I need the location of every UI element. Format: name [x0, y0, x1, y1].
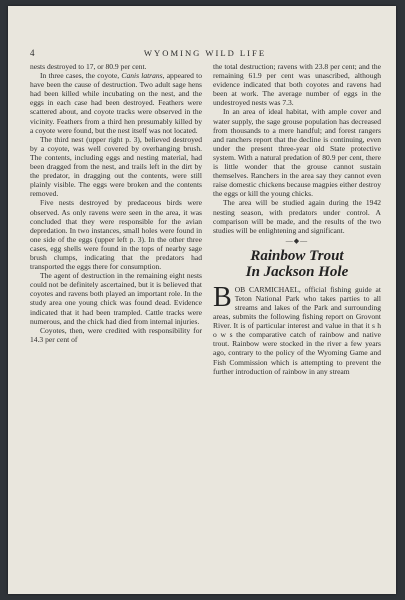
article-title: [213, 248, 381, 280]
paragraph: In three cases, the coyote, Canis latrans, appeared to have been the cause of destruction. Two adult sage hens had been killed while incubating on the nest, and the eggs in each case had been destroyed. Feathers were scattered about, and coyote tracks were observed in the vicinity. Feathers from a third hen presumably killed by a coyote were found, but the nest itself was not located.: [30, 71, 202, 135]
paragraph: Five nests destroyed by predaceous birds were observed. As only ravens were seen in the area, it was concluded that they were responsible for the avian depredation. In two instances, small holes were found in one side of the eggs (upper left p. 3). In the other three cases, egg shells were found in the tops of nearby sage brush clumps, indicating that the predators had transported the eggs there for consumption.: [30, 198, 202, 272]
magazine-page: [8, 6, 396, 594]
paragraph: the total destruction; ravens with 23.8 per cent; and the remaining 61.9 per cent was unascribed, although evidence indicated that both coyotes and ravens had been at work. The average number of eggs in the undestroyed nests was 7.3.: [213, 62, 381, 108]
paragraph: Coyotes, then, were credited with responsibility for 14.3 per cent of: [30, 325, 202, 344]
drop-cap: B: [213, 281, 232, 313]
section-ornament: —◆—: [285, 236, 309, 245]
running-head: [30, 48, 380, 60]
page-number: 4: [30, 48, 35, 58]
article-first-paragraph: [213, 281, 381, 376]
paragraph: In an area of ideal habitat, with ample cover and water supply, the sage grouse population has decreased from thousands to a mere handful; and forest rangers and ranchers report that the decline is continuing, even under the present three-year old State protective system. With a natural predation of 80.9 per cent, there is little wonder that the grouse cannot sustain themselves. Ranchers in the area say they cannot even raise domestic chickens because magpies either destroy the eggs or kill the young chicks.: [213, 107, 381, 199]
paragraph: The agent of destruction in the remaining eight nests could not be definitely ascertained, but it is believed that coyotes and ravens both played an important role. In the study area one young chick was found dead. Evidence indicated that it had been trampled. Cattle tracks were numerous, and the chick had died from internal injuries.: [30, 271, 202, 326]
paragraph: The third nest (upper right p. 3), believed destroyed by a coyote, was well covered by overhanging brush. The contents, including eggs and nesting material, had been dragged from the nest, and trails left in the dirt by the predator, in dragging out the contents, were still plainly visible. The eggs were broken and the contents removed.: [30, 134, 202, 199]
article-first-paragraph-text: OB CARMICHAEL, official fishing guide at Teton National Park who takes parties to all streams and lakes of the Park and surrounding areas, submits the following fishing report on Grovont River. It is of particular interest and value in that it s h o w s the comparative catch of rainbow and native trout. Rainbow were stocked in the river a few years ago, contrary to the policy of the Wyoming Game and Fish Commission which is attempting to prevent the further introduction of rainbow in any stream: [213, 284, 381, 376]
article-title-line-1: Rainbow Trout: [250, 247, 344, 264]
paragraph: nests destroyed to 17, or 80.9 per cent.: [30, 62, 147, 71]
article-title-line-2: In Jackson Hole: [245, 263, 349, 280]
right-column: [213, 62, 381, 376]
paragraph: The area will be studied again during the 1942 nesting season, with predators under control. A comparison will be made, and the results of the two studies will be enlightening and significant.: [213, 198, 381, 235]
magazine-title: WYOMING WILD LIFE: [143, 48, 267, 58]
left-column: [30, 62, 202, 344]
